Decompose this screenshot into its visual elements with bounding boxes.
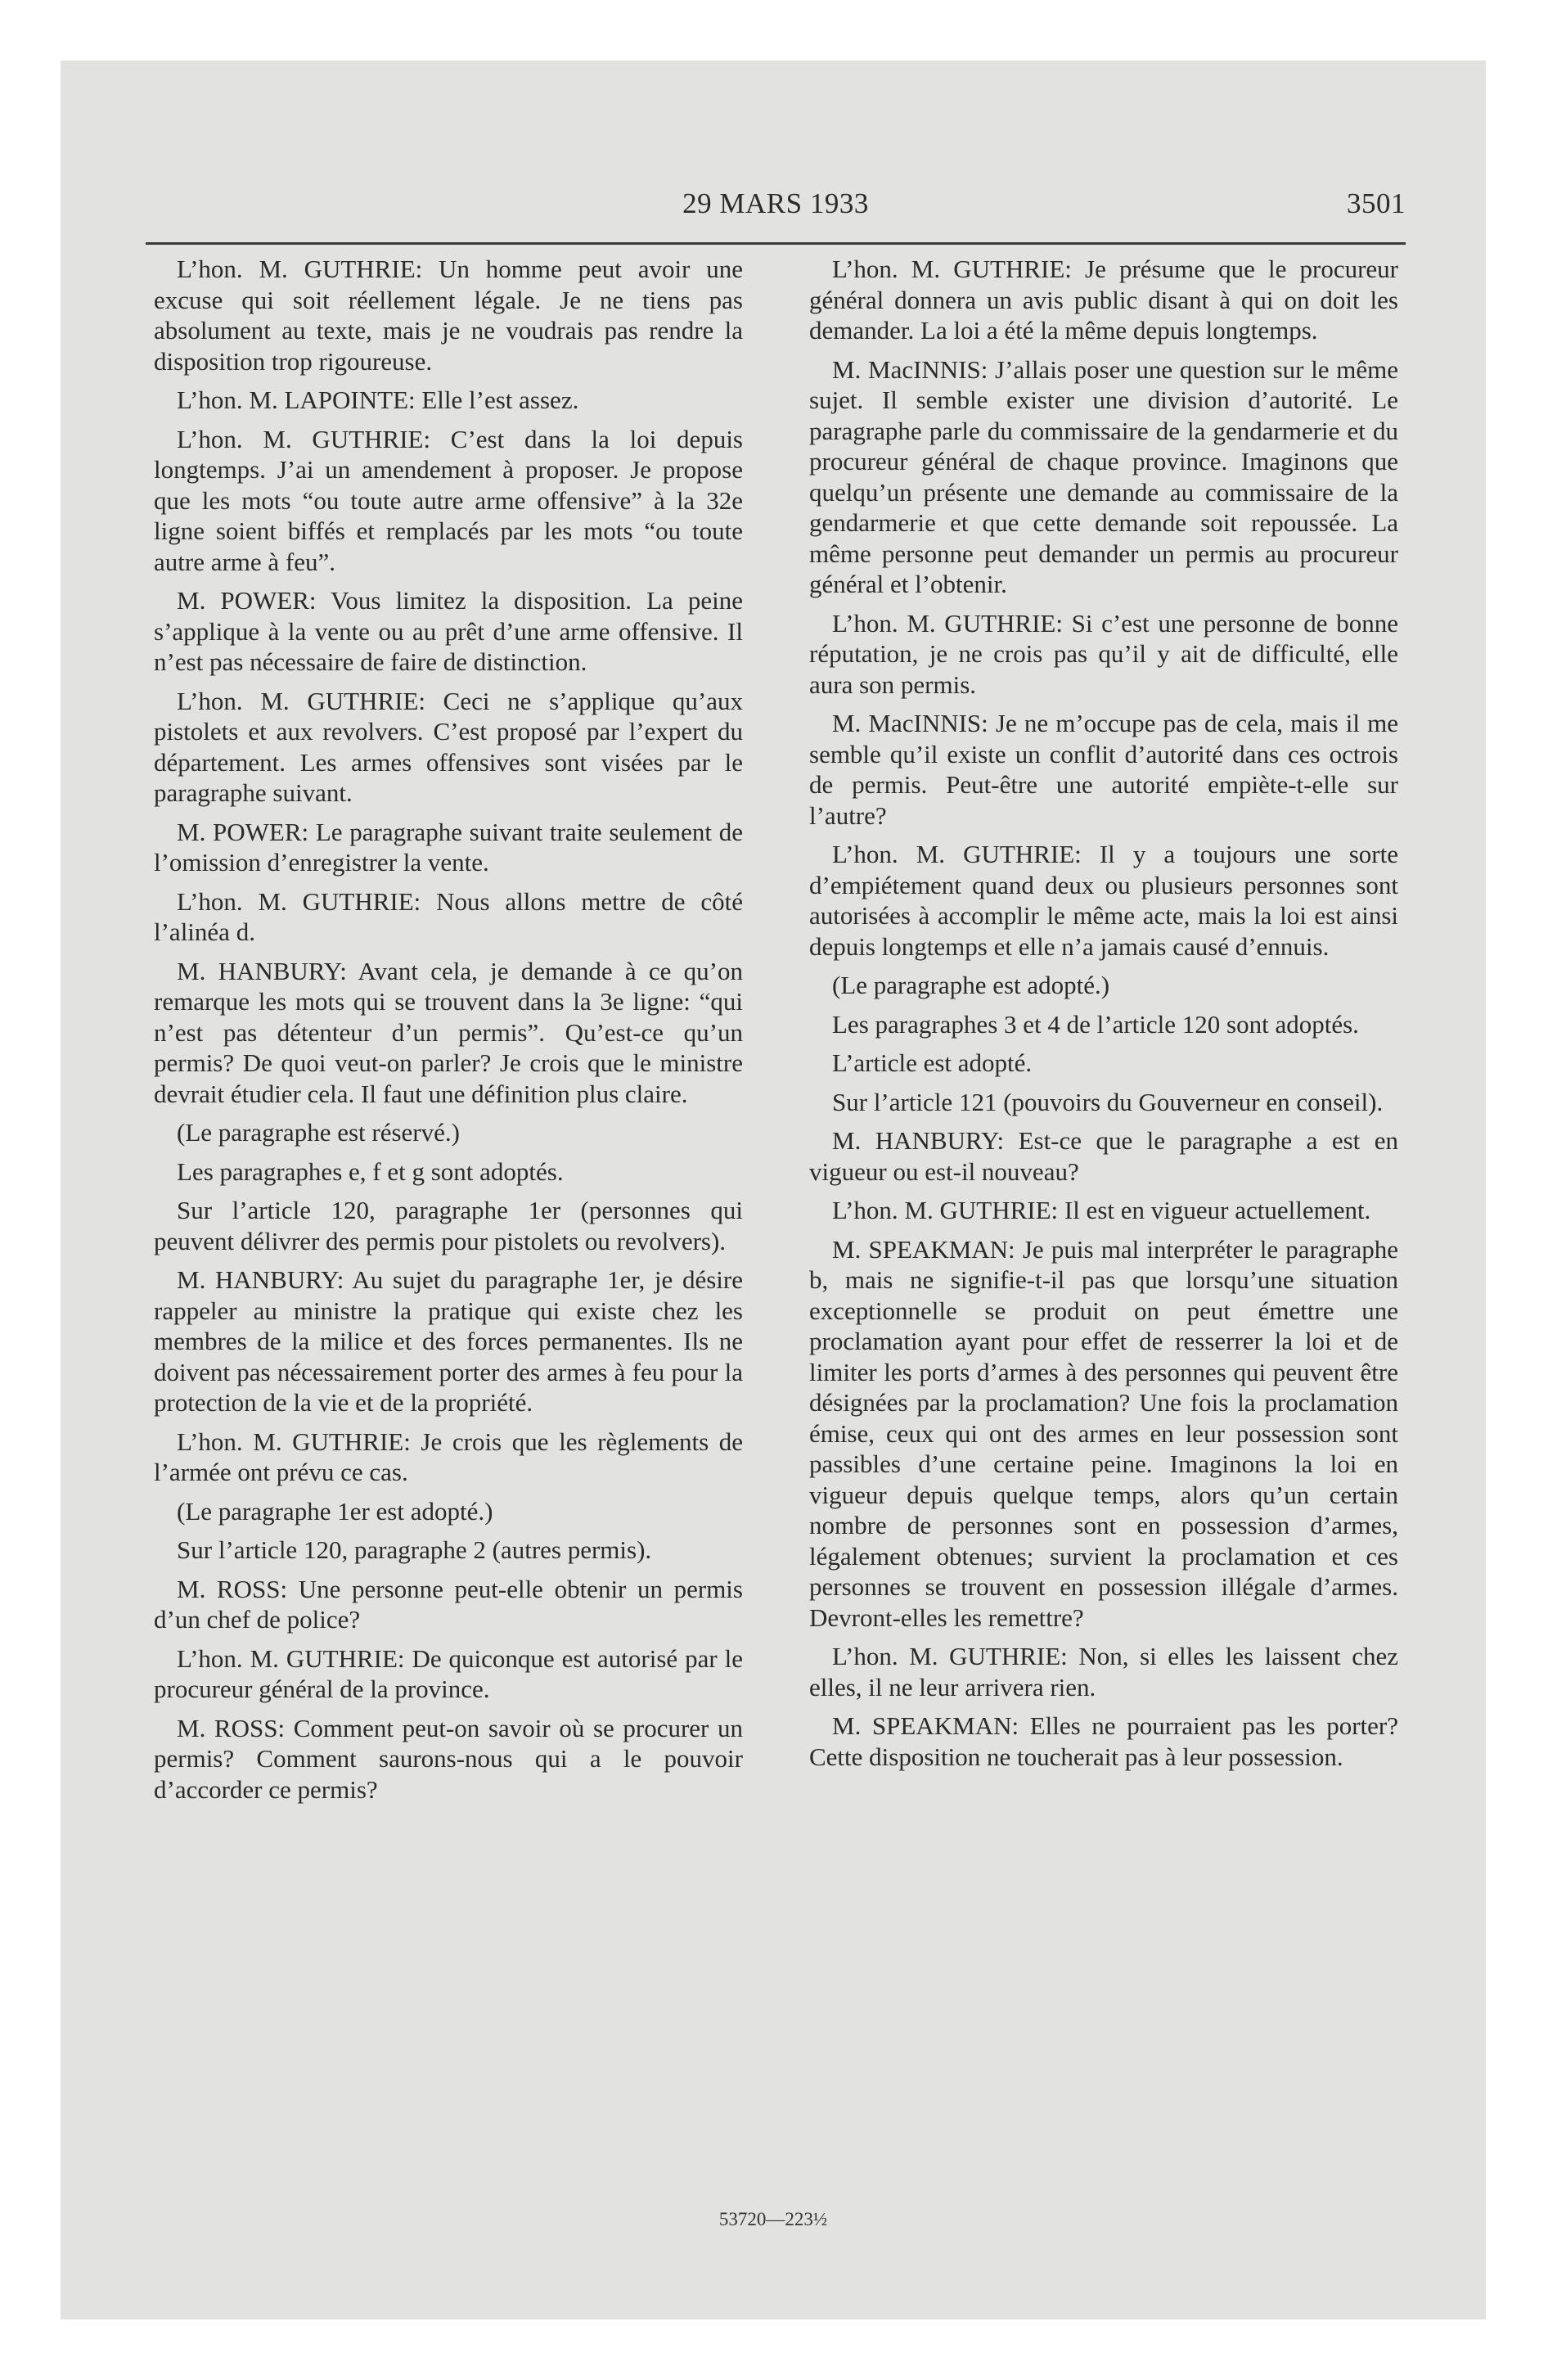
paragraph: L’hon. M. GUTHRIE: De quiconque est autorisé par le procureur général de la province. [154,1643,743,1703]
paragraph: L’hon. M. GUTHRIE: Je crois que les règlements de l’armée ont prévu ce cas. [154,1427,743,1486]
paragraph: M. HANBURY: Est-ce que le paragraphe a est en vigueur ou est-il nouveau? [809,1126,1398,1186]
paragraph: M. ROSS: Une personne peut-elle obtenir un permis d’un chef de police? [154,1574,743,1634]
paragraph: Sur l’article 120, paragraphe 2 (autres permis). [177,1535,652,1564]
page-sheet [61,61,1486,2319]
paragraph: M. HANBURY: Avant cela, je demande à ce qu’on remarque les mots qui se trouvent dans la 3e ligne: “qui n’est pas détenteur d’un permis”. Qu’est-ce qu’un permis? De quoi veut-on parler? Je crois que le ministre devrait étudier cela. Il faut une définition plus claire. [154,956,743,1108]
paragraph: M. SPEAKMAN: Elles ne pourraient pas les porter? Cette disposition ne toucherait pas à leur possession. [809,1711,1398,1771]
page-number: 3501 [1347,187,1406,219]
paragraph: M. ROSS: Comment peut-on savoir où se procurer un permis? Comment saurons-nous qui a le pouvoir d’accorder ce permis? [154,1713,743,1804]
page-date: 29 MARS 1933 [682,187,869,219]
paragraph: L’hon. M. GUTHRIE: Nous allons mettre de côté l’alinéa d. [154,886,743,946]
paragraph: L’hon. M. GUTHRIE: Si c’est une personne de bonne réputation, je ne crois pas qu’il y ait de difficulté, elle aura son permis. [809,608,1398,699]
paragraph: M. SPEAKMAN: Je puis mal interpréter le paragraphe b, mais ne signifie-t-il pas que lorsqu’une situation exceptionnelle se produit on peut émettre une proclamation ayant pour effet de resserrer la loi et de limiter les ports d’armes à des personnes qui peuvent être désignées par la proclamation? Une fois la proclamation émise, ceux qui ont des armes en leur possession sont passibles d’une certaine peine. Imaginons la loi en vigueur depuis quelque temps, alors qu’un certain nombre de personnes sont en possession d’armes, légalement obtenues; survient la proclamation et ces personnes se trouvent en possession illégale d’armes. Devront-elles les remettre? [809,1234,1398,1632]
printer-code: 53720—223½ [718,2209,828,2229]
paragraph: Sur l’article 121 (pouvoirs du Gouverneur en conseil). [832,1087,1384,1116]
paragraph: M. POWER: Le paragraphe suivant traite seulement de l’omission d’enregistrer la vente. [154,817,743,877]
paragraph: L’hon. M. LAPOINTE: Elle l’est assez. [177,385,579,414]
paragraph: L’hon. M. GUTHRIE: Il y a toujours une sorte d’empiétement quand deux ou plusieurs personnes sont autorisées à accomplir le même acte, mais la loi est ainsi depuis longtemps et elle n’a jamais causé d’ennuis. [809,840,1398,961]
paragraph: L’hon. M. GUTHRIE: C’est dans la loi depuis longtemps. J’ai un amendement à proposer. Je propose que les mots “ou toute autre arme offensive” à la 32e ligne soient biffés et remplacés par les mots “ou toute autre arme à feu”. [154,424,743,576]
paragraph: L’article est adopté. [832,1048,1033,1077]
paragraph: Les paragraphes 3 et 4 de l’article 120 sont adoptés. [832,1009,1359,1039]
right-column [809,254,1398,1780]
paragraph: L’hon. M. GUTHRIE: Ceci ne s’applique qu’aux pistolets et aux revolvers. C’est proposé par l’expert du département. Les armes offensives sont visées par le paragraphe suivant. [154,686,743,807]
paragraph: L’hon. M. GUTHRIE: Un homme peut avoir une excuse qui soit réellement légale. Je ne tiens pas absolument au texte, mais je ne voudrais pas rendre la disposition trop rigoureuse. [154,255,743,376]
paragraph: Les paragraphes e, f et g sont adoptés. [177,1156,564,1186]
paragraph: M. POWER: Vous limitez la disposition. La peine s’applique à la vente ou au prêt d’une arme offensive. Il n’est pas nécessaire de faire de distinction. [154,586,743,676]
running-head [146,187,1406,220]
paragraph: M. HANBURY: Au sujet du paragraphe 1er, je désire rappeler au ministre la pratique qui existe chez les membres de la milice et des forces permanentes. Ils ne doivent pas nécessairement porter des armes à feu pour la protection de la vie et de la propriété. [154,1265,743,1417]
paragraph: (Le paragraphe est réservé.) [177,1118,460,1147]
paragraph: L’hon. M. GUTHRIE: Il est en vigueur actuellement. [832,1196,1371,1224]
paragraph: L’hon. M. GUTHRIE: Non, si elles les laissent chez elles, il ne leur arrivera rien. [809,1642,1398,1702]
left-column [154,254,743,1813]
paragraph: M. MacINNIS: J’allais poser une question sur le même sujet. Il semble exister une division d’autorité. Le paragraphe parle du commissaire de la gendarmerie et du procureur général de chaque province. Imaginons que quelqu’un présente une demande au commissaire de la gendarmerie et que cette demande soit repoussée. La même personne peut demander un permis au procureur général et l’obtenir. [809,354,1398,598]
paragraph: Sur l’article 120, paragraphe 1er (personnes qui peuvent délivrer des permis pour pistolets ou revolvers). [154,1196,743,1255]
header-rule [146,242,1406,245]
paragraph: M. MacINNIS: Je ne m’occupe pas de cela, mais il me semble qu’il existe un conflit d’autorité dans ces octrois de permis. Peut-être une autorité empiète-t-elle sur l’autre? [809,709,1398,830]
paragraph: (Le paragraphe est adopté.) [832,971,1110,999]
paragraph: (Le paragraphe 1er est adopté.) [177,1496,493,1526]
paragraph: L’hon. M. GUTHRIE: Je présume que le procureur général donnera un avis public disant à qui on doit les demander. La loi a été la même depuis longtemps. [809,255,1398,345]
